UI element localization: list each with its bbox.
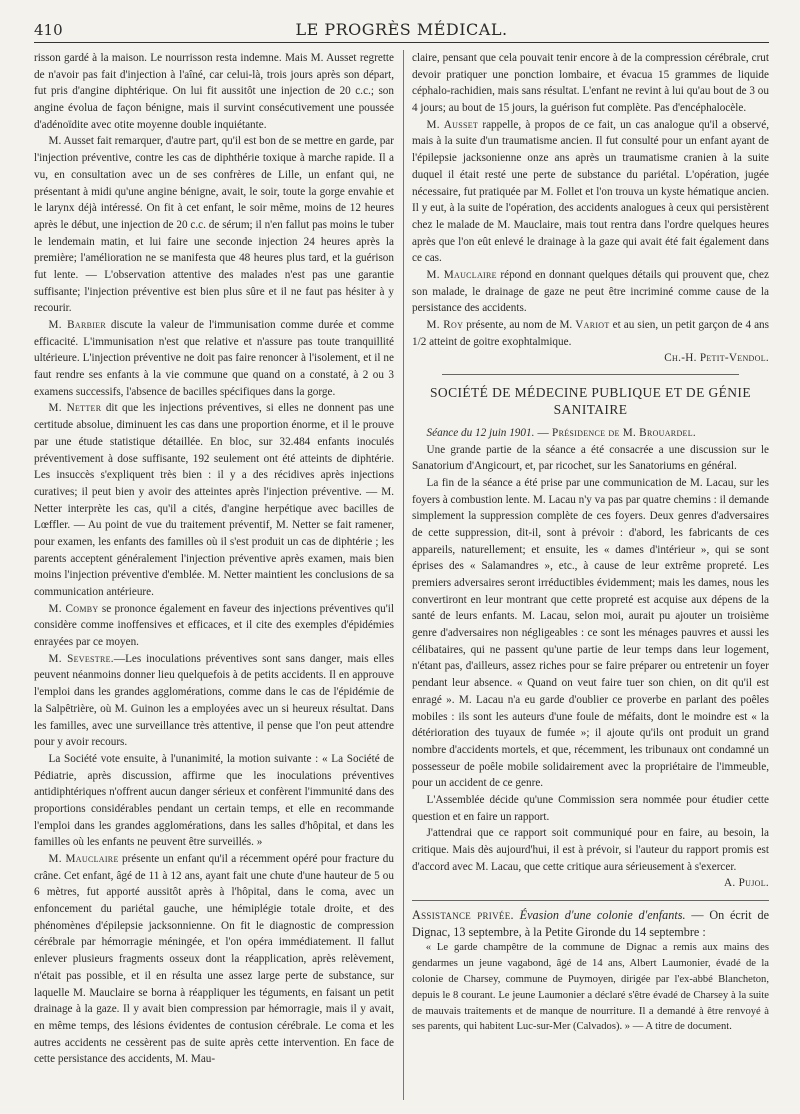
session-presidency: — Présidence de M. Brouardel. — [534, 426, 696, 439]
paragraph-text: répond en donnant quelques détails qui prouvent que, chez son malade, le drainage de gaze ne peut être incriminé comme cause de la persistance des accidents. — [412, 268, 769, 315]
paragraph-text: présente, au nom de M. — [463, 319, 576, 331]
paragraph: J'attendrai que ce rapport soit communiqué pour en faire, au besoin, la critique. Mais dès aujourd'hui, il est à prévoir, si l'auteur du rapport promis est d'accord avec M. Lacau, que cette critique aura sérieusement à s'exercer. — [412, 827, 769, 873]
right-column — [412, 50, 769, 1110]
speaker-name: M. Netter — [48, 402, 102, 415]
paragraph — [412, 117, 769, 267]
speaker-name: M. Roy — [426, 319, 464, 331]
paragraph-text: —Les inoculations préventives sont sans danger, mais elles peuvent néanmoins donner lieu quelquefois à de petits accidents. Il en approuve l'emploi dans les grandes agglomérations, comme dans le cas de l'épidémie de la Salpêtrière, où M. Guinon les a employées avec un si heureux résultat. Dans les familles, avec une surveillance très attentive, il pense que l'on peut attendre pour y avoir recours. — [34, 652, 394, 749]
news-quote: « Le garde champêtre de la commune de Dignac a remis aux mains des gendarmes un jeune vagabond, âgé de 14 ans, Albert Laumonier, évadé de la colonie de Charsey, commune de Puymoyen, dirigée par l'ex-abbé Blancheton, depuis le 8 courant. Le jeune Laumonier a déclaré s'être évadé de Charsey à la suite de mauvais traitements et de manque de nourriture. Il a demandé à être renvoyé à ses parents, qui habitent Luc-sur-Mer (Calvados). » — A titre de document. — [412, 942, 769, 1033]
paragraph-text: discute la valeur de l'immunisation comme durée et comme efficacité. L'immunisation n'est que relative et n'assure pas toute tranquillité ultérieure. L'injection préventive ne doit pas faire renoncer à l'isolement, et il ne faut rendre ses enfants à la vie commune que quand on a constaté, à 2 ou 3 examens successifs, l'absence de bacilles spécifiques dans la gorge. — [34, 319, 394, 398]
speaker-name: M. Mauclaire — [48, 853, 119, 865]
speaker-name: M. Ausset — [426, 118, 479, 131]
paragraph-text: rappelle, à propos de ce fait, un cas analogue qu'il a observé, mais à la suite d'un traumatisme ancien. Il fut consulté pour un enfant ayant de l'épilepsie jacksonienne onze ans après un traumatisme cranien à la suite duquel il était resté une perte de substance du pariétal. L'opération, jugée nécessaire, fut pratiquée par M. Follet et l'on trouva un kyste hématique ancien. Il y eut, à la suite de l'opération, des accidents analogues à ceux qui persistèrent chez le malade de M. Mauclaire, mais tout rentra dans l'ordre quelques heures après que l'on eût enlevé le drainage à la gaze qui avait été fait également dans ce cas. — [412, 118, 769, 265]
session-date: Séance du 12 juin 1901. — [426, 426, 535, 439]
news-title: Évasion d'une colonie d'enfants. — [513, 908, 686, 923]
page-header — [34, 20, 769, 43]
paragraph-text: présente un enfant qu'il a récemment opéré pour fracture du crâne. Cet enfant, âgé de 11 à 12 ans, ayant fait une chute d'une hauteur de 5 ou 6 mètres, fut apporté aussitôt après à l'hôpital, dans le coma, avec un enfoncement du pariétal gauche, une hémiplégie totale droite, et des phénomènes d'épilepsie jacksonnienne. On fit le diagnostic de compression cérébrale par hémorragie méningée, et l'on opéra immédiatement. Il fallut enlever plusieurs fragments osseux dont la réapplication, après relèvement, n'était pas possible, et il en résulta une assez large perte de substance, sur laquelle M. Mauclaire se borna à réappliquer les téguments, en faisant un petit drainage à la gaze. Il y avait bien compression par hémorragie, mais il y avait, en même temps, des lésions évidentes de contusion cérébrale. Le coma et les autres accidents ne cessèrent pas de suite après cette intervention. En face de cette persistance des accidents, M. Mau- — [34, 853, 394, 1066]
signature: Ch.-H. Petit-Vendol. — [664, 352, 769, 365]
speaker-name: M. Mauclaire — [426, 268, 497, 281]
journal-title: LE PROGRÈS MÉDICAL. — [295, 20, 508, 39]
page-number: 410 — [34, 21, 63, 39]
paragraph-text: se prononce également en faveur des injections préventives qu'il considère comme inoffensives et efficaces, et il cite des exemples d'épidémies enrayées par ce moyen. — [34, 602, 394, 649]
paragraph: L'Assemblée décide qu'une Commission sera nommée pour étudier cette question et en faire un rapport. — [412, 793, 769, 823]
speaker-name: M. Sevestre. — [48, 652, 114, 665]
paragraph-text: et au sien, un petit garçon de 4 ans 1/2 atteint de goitre exophtalmique. — [412, 319, 769, 348]
paragraph — [412, 267, 769, 317]
paragraph: La Société vote ensuite, à l'unanimité, la motion suivante : « La Société de Pédiatrie, après discussion, affirme que les inoculations préventives antidiphtériques n'offrent aucun danger sérieux et confèrent l'immunité dans des proportions considérables pendant un certain temps, et elle en recommande l'emploi dans les grandes agglomérations, dans les salles d'hôpital, et dans les familles où les enfants ne peuvent être surveillés. » — [34, 752, 394, 849]
section-divider — [442, 374, 739, 375]
paragraph: Une grande partie de la séance a été consacrée a une discussion sur le Sanatorium d'Angicourt, et, par ricochet, sur les Sanatoriums en général. — [412, 443, 769, 473]
session-line — [412, 425, 769, 442]
news-item — [412, 900, 769, 1035]
paragraph — [412, 317, 769, 350]
speaker-name: M. Comby — [48, 602, 99, 615]
paragraph: La fin de la séance a été prise par une communication de M. Lacau, sur les foyers à combustion lente. M. Lacau n'y va pas par quatre chemins : il demande simplement la suppression complète de ces foyers. Deux genres d'adversaires de cette suppression, dit-il, sont à prévoir : d'abord, les fabricants de ces appareils, naturellement; et ensuite, les « dames d'intérieur », qui se sont éprises des « Salamandres », etc., à cause de leur extrême propreté. Les premiers adversaires seront irréductibles évidemment; mais les dames, nous les convertiront en leur montrant que cette propreté est acquise aux dépens de la santé de leurs enfants. M. Lacau, selon moi, aurait pu ajouter un troisième genre d'adversaires non négligeables : ce sont les ménages pauvres et aussi les célibataires, qui ne passent qu'une partie de leur temps dans leur logement, n'étant pas, d'ailleurs, assez riches pour se faire préparer ou entretenir un foyer pendant leur absence. « Quand on veut faire tuer son chien, on dit qu'il est enragé ». M. Lacau n'a eu garde d'oublier ce proverbe en parlant des poêles mobiles : ils sont les auteurs d'une foule de méfaits, dont le moindre est « la détérioration des tuyaux de fumée »; il ajoute qu'ils ont produit un grand nombre d'accidents mortels, et que, récemment, les tribunaux ont condamné un possesseur de poêle mobile solidairement avec la propriétaire de l'immeuble, pour un accident de ce genre. — [412, 476, 769, 790]
paragraph — [34, 851, 394, 1068]
speaker-name: Variot — [575, 319, 610, 331]
news-heading — [412, 907, 769, 940]
left-column — [34, 50, 394, 1110]
speaker-name: M. Barbier — [48, 319, 107, 331]
paragraph: risson gardé à la maison. Le nourrisson resta indemne. Mais M. Ausset regrette de n'avoir pas fait d'injection à l'aîné, car celui-là, trois jours après son départ, fut pris d'angine diphtérique. On lui fit aussitôt une injection de 20 c.c.; son angine évolua de façon bénigne, mais il survint consécutivement une poussée d'adénoïdite avec otite moyenne double inquiétante. — [34, 52, 394, 131]
news-lead: — On écrit de Dignac, 13 septembre, à la Petite Gironde du 14 septembre : — [412, 908, 769, 939]
paragraph: claire, pensant que cela pouvait tenir encore à de la compression cérébrale, crut devoir pratiquer une ponction lombaire, et évacua 15 grammes de liquide céphalo-rachidien, mais sans résultat. L'enfant ne revint à lui qu'au bout de 3 ou 4 jours; au bout de 15 jours, la guérison fut complète. Pas d'encéphalocèle. — [412, 52, 769, 115]
column-divider — [403, 50, 404, 1100]
paragraph — [34, 317, 394, 400]
paragraph-text: dit que les injections préventives, si elles ne donnent pas une certitude absolue, diminuent les cas dans une proportion énorme, et il le prouve par une étude statistique détaillée. En bloc, sur 32.484 enfants inoculés préventivement à dose suffisante, 192 seulement ont été atteints de diphtérie. Les insuccès s'expliquent très bien : il y a des récidives après injections curatives; il peut bien y avoir des atteintes après l'injection préventive. — M. Netter interprète les cas, qu'il a cités, d'angine herpétique avec bacilles de Lœffler. — Au point de vue du traitement préventif, M. Netter se fait ramener, pour examen, les enfants des familles où il s'est produit un cas de diphtérie ; les parents acceptent généralement l'injection préventive après examen, mais bien moins l'injection préventive d'emblée. M. Netter maintient les conclusions de sa communication antérieure. — [34, 402, 394, 598]
signature: A. Pujol. — [724, 877, 769, 890]
paragraph — [34, 601, 394, 651]
paragraph — [34, 400, 394, 600]
paragraph — [34, 651, 394, 751]
paragraph: M. Ausset fait remarquer, d'autre part, qu'il est bon de se mettre en garde, par l'injection préventive, contre les cas de diphthérie toxique à marche rapide. Il a vu, en consultation avec un de ses confrères de Lille, un enfant qui, ne présentant à midi qu'une angine bénigne, avait, le soir, toute la gorge envahie et le larynx déjà intéressé. On fit à cet enfant, le soir même, moins de 12 heures après le début, une injection de 20 c.c. de sérum; il n'en fallut pas moins le tuber le lendemain matin, et lui faire une seconde injection 24 heures après la première; l'amélioration ne se manifesta que 48 heures plus tard, et la guérison fut lente. — L'observation attentive des malades n'est pas une garantie suffisante; l'injection préventive est bien plus sûre et il ne faut pas hésiter à y recourir. — [34, 135, 394, 315]
news-label: Assistance privée. — [412, 908, 514, 923]
section-heading: SOCIÉTÉ DE MÉDECINE PUBLIQUE ET DE GÉNIE SANITAIRE — [430, 385, 751, 417]
